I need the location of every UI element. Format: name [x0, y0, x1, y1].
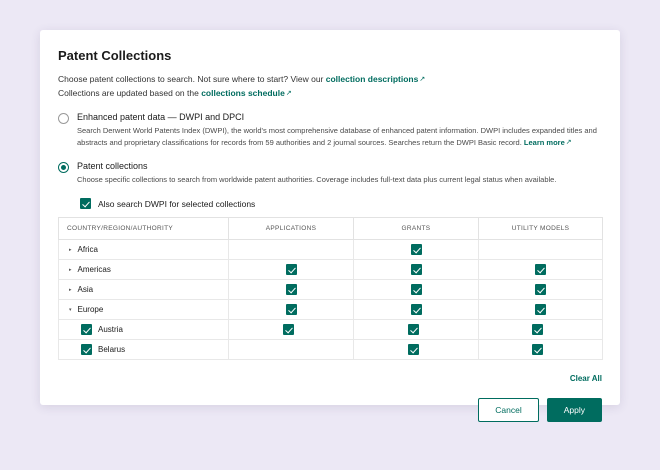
row-label: Austria [98, 325, 123, 335]
option-patent-collections-label: Patent collections [77, 161, 148, 172]
utility-models-checkbox[interactable] [532, 344, 543, 355]
row-select-checkbox[interactable] [81, 344, 92, 355]
applications-cell[interactable] [229, 280, 354, 300]
grants-cell[interactable] [354, 280, 479, 300]
row-select-checkbox[interactable] [81, 324, 92, 335]
table-row[interactable] [59, 260, 603, 280]
external-link-icon: ↗ [565, 138, 572, 146]
applications-checkbox[interactable] [283, 324, 294, 335]
also-search-dwpi-row[interactable] [80, 198, 602, 209]
applications-cell[interactable] [229, 320, 354, 340]
intro-line1-text: Choose patent collections to search. Not sure where to start? View our [58, 74, 326, 84]
table-row[interactable] [59, 320, 603, 340]
option-patent-collections[interactable] [58, 161, 602, 186]
grants-cell[interactable] [354, 240, 479, 260]
row-label-cell[interactable] [59, 280, 229, 300]
applications-checkbox[interactable] [286, 264, 297, 275]
collections-table [58, 217, 603, 360]
utility-models-checkbox[interactable] [532, 324, 543, 335]
applications-checkbox[interactable] [286, 304, 297, 315]
table-header-row [59, 218, 603, 240]
utility-models-cell[interactable] [479, 320, 603, 340]
table-row[interactable] [59, 280, 603, 300]
option-patent-collections-description: Choose specific collections to search from worldwide patent authorities. Coverage includes full-text data plus current legal status when available. [77, 175, 557, 185]
grants-checkbox[interactable] [408, 324, 419, 335]
option-enhanced-patent-data[interactable] [58, 112, 602, 149]
row-label-cell[interactable] [59, 260, 229, 280]
grants-checkbox[interactable] [408, 344, 419, 355]
radio-enhanced-icon[interactable] [58, 113, 69, 124]
column-header-utility-models: UTILITY MODELS [479, 218, 603, 240]
utility-models-cell[interactable] [479, 260, 603, 280]
external-link-icon: ↗ [419, 76, 426, 83]
page-title: Patent Collections [58, 48, 172, 63]
grants-cell[interactable] [354, 260, 479, 280]
row-label-cell[interactable] [59, 340, 229, 360]
row-label: Europe [77, 305, 104, 315]
option-enhanced-label: Enhanced patent data — DWPI and DPCI [77, 112, 245, 122]
external-link-icon: ↗ [285, 89, 292, 97]
row-label: Asia [77, 285, 94, 295]
applications-cell[interactable] [229, 340, 354, 360]
chevron-right-icon[interactable]: ▸ [69, 266, 72, 273]
table-row[interactable] [59, 300, 603, 320]
also-search-dwpi-checkbox[interactable] [80, 198, 91, 209]
column-header-authority: COUNTRY/REGION/AUTHORITY [59, 218, 229, 240]
table-row[interactable] [59, 340, 603, 360]
radio-patent-collections-icon[interactable] [58, 162, 69, 173]
grants-checkbox[interactable] [411, 264, 422, 275]
applications-cell[interactable] [229, 240, 354, 260]
chevron-right-icon[interactable]: ▸ [69, 246, 72, 253]
clear-all-button[interactable]: Clear All [569, 374, 602, 384]
table-row[interactable] [59, 240, 603, 260]
row-label-cell[interactable] [59, 300, 229, 320]
utility-models-cell[interactable] [479, 340, 603, 360]
cancel-button[interactable]: Cancel [478, 398, 538, 422]
patent-collections-dialog [40, 30, 620, 416]
grants-checkbox[interactable] [411, 284, 422, 295]
column-header-applications: APPLICATIONS [229, 218, 354, 240]
collections-table-body [59, 240, 603, 360]
collections-schedule-link[interactable]: collections schedule [201, 87, 285, 98]
also-search-dwpi-label: Also search DWPI for selected collections [98, 198, 256, 209]
row-label: Belarus [98, 345, 126, 355]
grants-cell[interactable] [354, 320, 479, 340]
dialog-actions [58, 398, 602, 422]
applications-checkbox[interactable] [286, 284, 297, 295]
chevron-right-icon[interactable]: ▸ [69, 286, 72, 293]
row-label-cell[interactable] [59, 320, 229, 340]
grants-cell[interactable] [354, 300, 479, 320]
utility-models-checkbox[interactable] [535, 304, 546, 315]
row-label: Americas [77, 265, 111, 275]
grants-checkbox[interactable] [411, 304, 422, 315]
utility-models-cell[interactable] [479, 300, 603, 320]
column-header-grants: GRANTS [354, 218, 479, 240]
collection-descriptions-link[interactable]: collection descriptions [325, 74, 419, 84]
utility-models-cell[interactable] [479, 280, 603, 300]
utility-models-cell[interactable] [479, 240, 603, 260]
grants-cell[interactable] [354, 340, 479, 360]
row-label-cell[interactable] [59, 240, 229, 260]
chevron-down-icon[interactable]: ▾ [69, 306, 72, 313]
option-enhanced-description: Search Derwent World Patents Index (DWPI), the world's most comprehensive database of enhanced patent information. DWPI includes expanded titles and abstracts and proprietary classifications for records from 59 authorities and 2 journal sources. Searches return the DWPI Basic record. Learn more↗ [77, 126, 597, 147]
intro-text [58, 73, 602, 100]
row-label: Africa [77, 245, 98, 255]
applications-cell[interactable] [229, 300, 354, 320]
utility-models-checkbox[interactable] [535, 284, 546, 295]
intro-line2-text: Collections are updated based on the [58, 87, 202, 98]
learn-more-link[interactable]: Learn more [523, 137, 565, 147]
apply-button[interactable]: Apply [547, 398, 602, 422]
grants-checkbox[interactable] [411, 244, 422, 255]
utility-models-checkbox[interactable] [535, 264, 546, 275]
applications-cell[interactable] [229, 260, 354, 280]
